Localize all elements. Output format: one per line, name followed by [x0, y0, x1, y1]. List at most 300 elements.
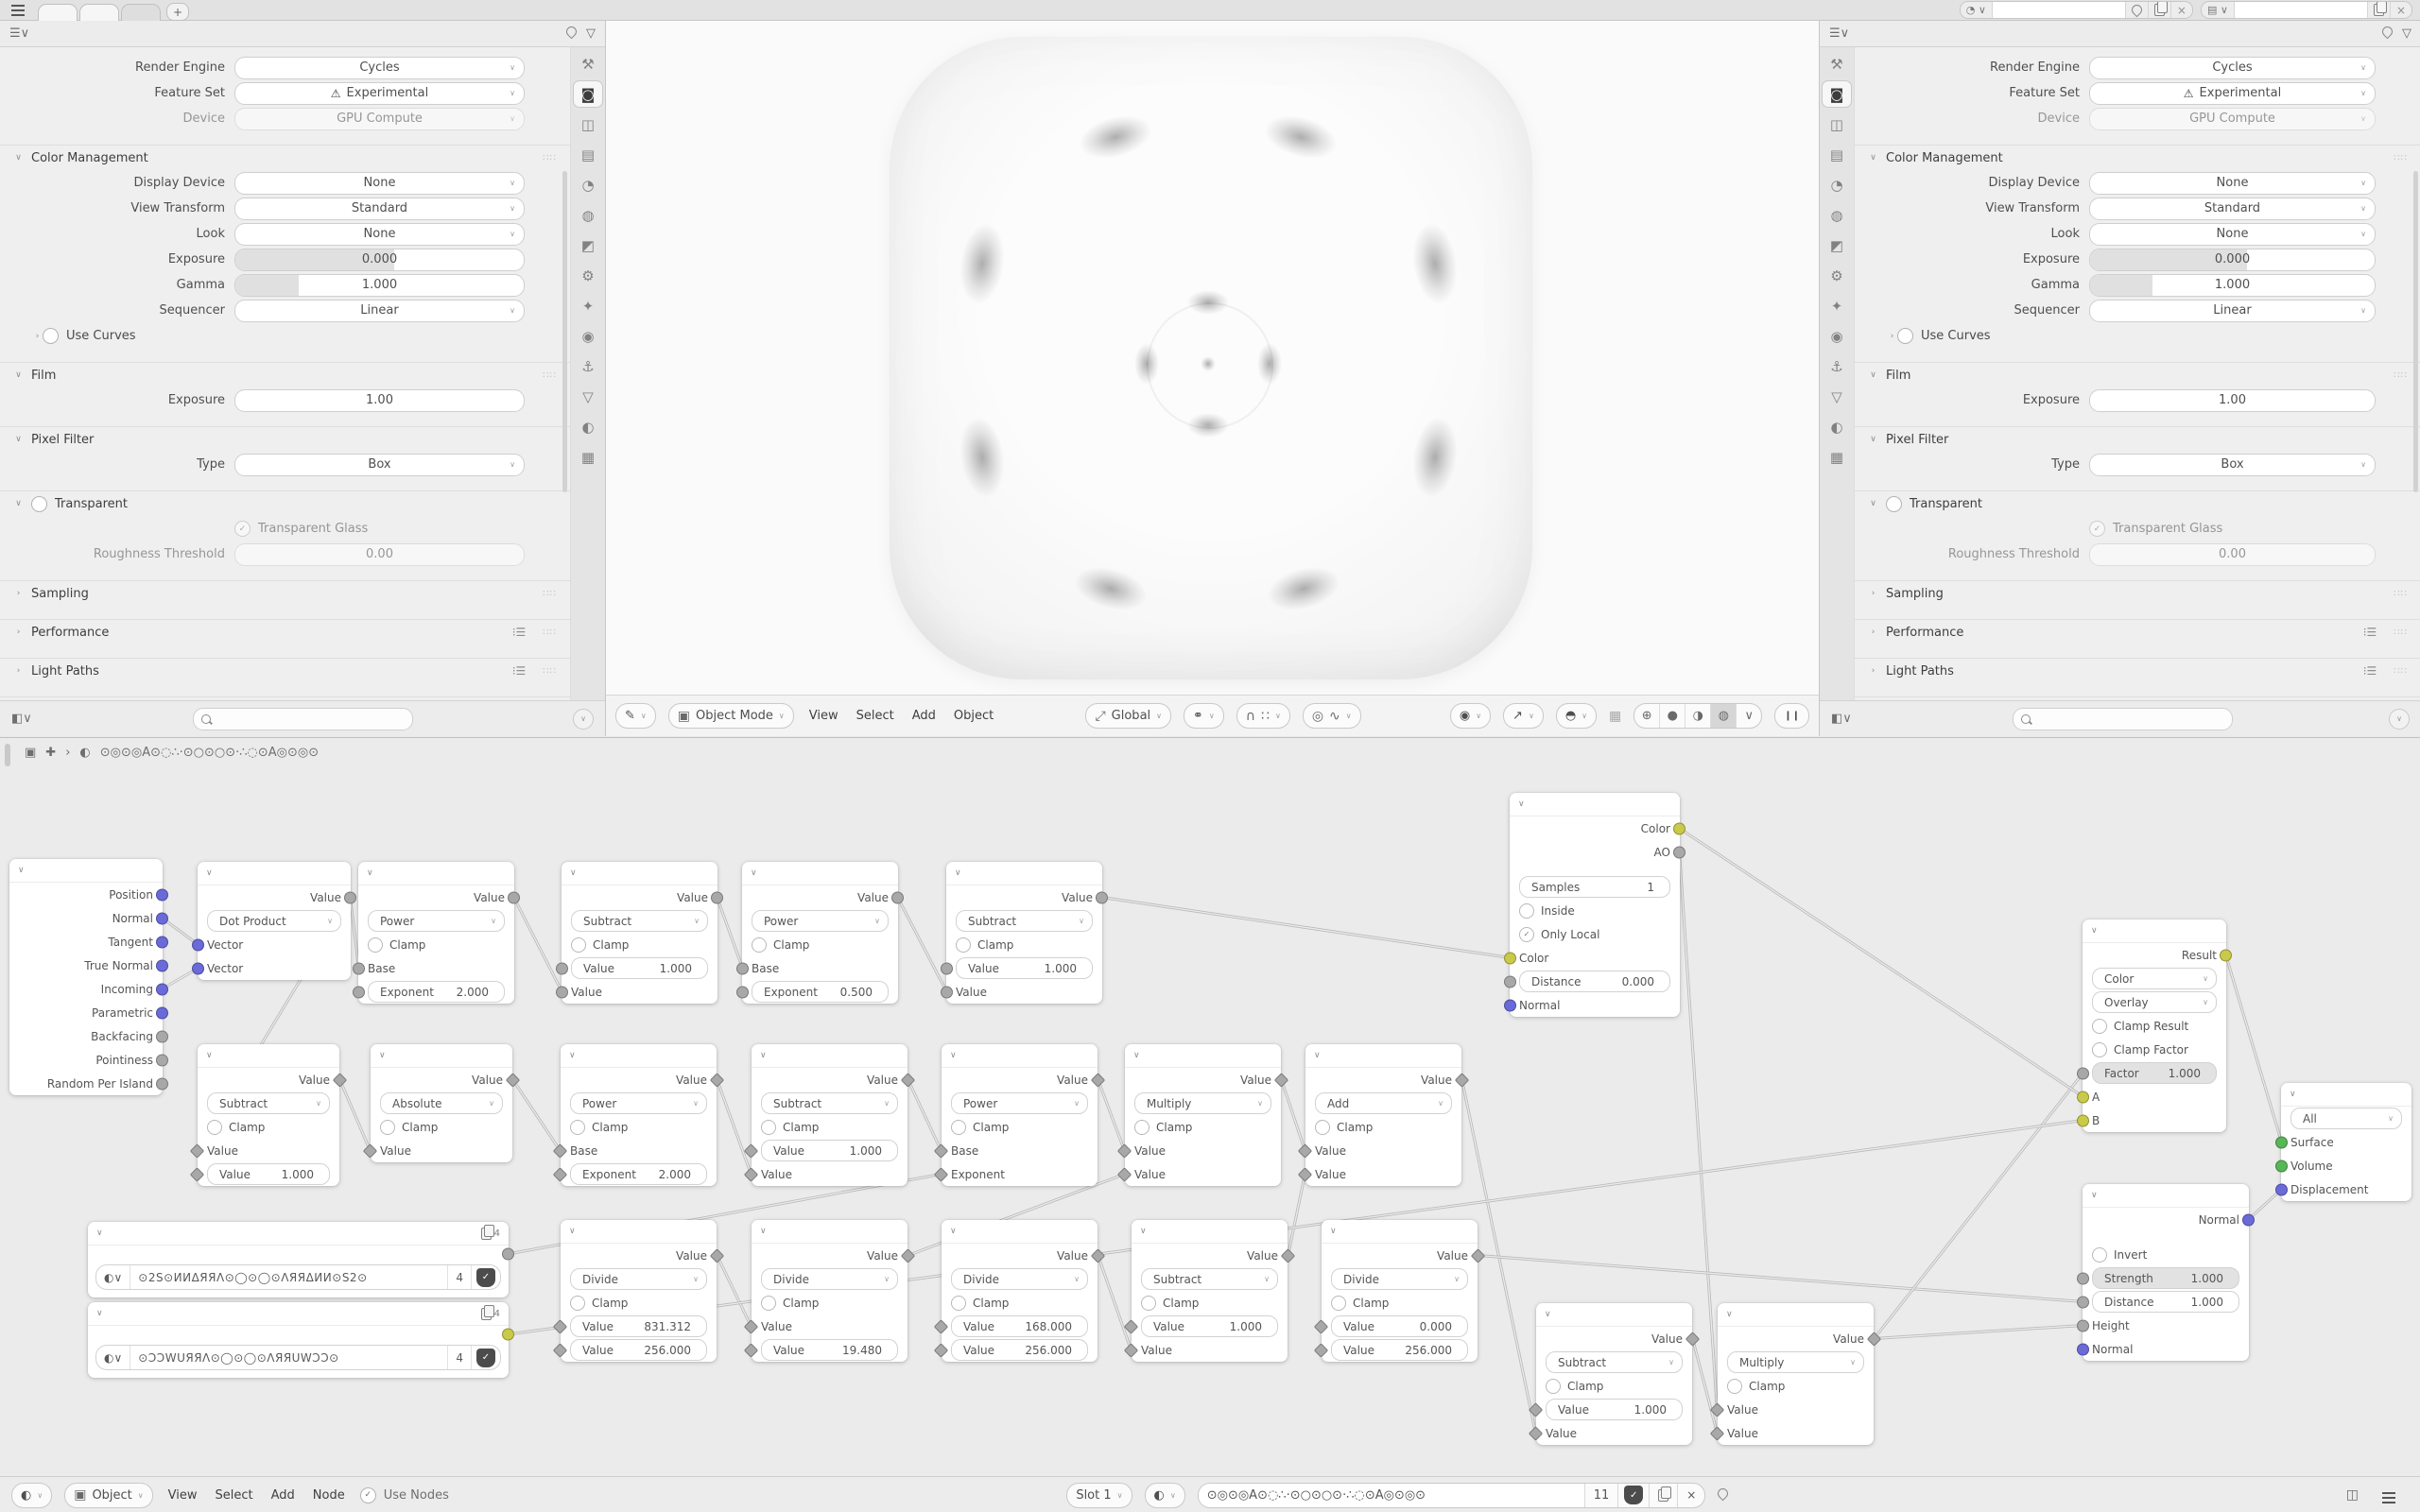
node-header[interactable]	[198, 1044, 339, 1068]
menu-node[interactable]: Node	[312, 1487, 345, 1503]
output-socket-value[interactable]	[901, 1248, 916, 1263]
section-header-transparent[interactable]	[1855, 490, 2420, 516]
checkbox-clamp[interactable]	[761, 1120, 776, 1135]
fake-user-shield-button[interactable]	[1618, 1484, 1650, 1507]
output-socket-pointiness[interactable]	[156, 1054, 168, 1066]
input-socket-value[interactable]	[1710, 1426, 1725, 1441]
value-field-samples[interactable]	[1519, 876, 1670, 898]
properties-tab-modifiers[interactable]: ⚙	[1830, 266, 1843, 284]
node-header[interactable]	[1536, 1303, 1692, 1327]
value-field-value[interactable]	[570, 1339, 707, 1361]
checkbox-clamp[interactable]	[1134, 1120, 1150, 1135]
material-pin-button[interactable]	[1718, 1488, 1728, 1503]
properties-tab-object[interactable]: ◩	[580, 236, 596, 254]
overlays-dropdown[interactable]: ◓ ∨	[1556, 703, 1597, 729]
input-socket-value[interactable]	[1314, 1343, 1329, 1358]
checkbox-clamp[interactable]	[956, 937, 971, 953]
value-field-distance[interactable]	[2092, 1291, 2239, 1313]
operation-dropdown[interactable]	[570, 1268, 707, 1290]
dropdown-sequencer[interactable]	[2089, 300, 2376, 322]
input-socket-distance[interactable]	[2077, 1296, 2089, 1308]
output-socket-value[interactable]	[1096, 891, 1108, 903]
section-header-film[interactable]	[1855, 362, 2420, 387]
value-field-value[interactable]	[1546, 1399, 1683, 1420]
checkbox-clamp[interactable]	[951, 1120, 966, 1135]
checkbox-clamp[interactable]	[207, 1120, 222, 1135]
node-header[interactable]	[1510, 793, 1680, 816]
operation-dropdown[interactable]	[761, 1092, 898, 1114]
active-tool-button[interactable]: ✎ ∨	[615, 703, 656, 729]
input-socket-value[interactable]	[553, 1343, 568, 1358]
input-socket-value[interactable]	[1529, 1402, 1544, 1418]
output-socket-ao[interactable]	[1673, 846, 1685, 858]
view-layer-icon[interactable]: ▤ ∨	[2202, 2, 2235, 18]
pause-render-button[interactable]: ❙❙	[1774, 703, 1809, 729]
node-header[interactable]	[1132, 1220, 1288, 1244]
value-field-exponent[interactable]	[570, 1163, 707, 1185]
operation-dropdown[interactable]	[761, 1268, 898, 1290]
display-filter-button[interactable]: ◧∨	[11, 712, 32, 726]
display-filter-button[interactable]: ◧∨	[1831, 712, 1852, 726]
output-socket-value[interactable]	[1867, 1332, 1882, 1347]
operation-dropdown[interactable]	[207, 1092, 330, 1114]
gizmos-dropdown[interactable]: ↗ ∨	[1503, 703, 1544, 729]
input-socket-value[interactable]	[941, 986, 953, 998]
value-field-distance[interactable]	[1519, 971, 1670, 992]
checkbox-transparent-glass[interactable]: ✓	[234, 521, 251, 537]
output-socket-parametric[interactable]	[156, 1006, 168, 1019]
checkbox-only-local[interactable]: ✓	[1519, 927, 1534, 942]
menu-object[interactable]: Object	[953, 709, 994, 723]
dropdown-feature-set[interactable]	[2089, 82, 2376, 105]
properties-editor-type-icon[interactable]: ☰∨	[9, 26, 30, 41]
input-socket-volume[interactable]	[2275, 1160, 2288, 1172]
operation-dropdown[interactable]	[1546, 1351, 1683, 1373]
properties-tab-material[interactable]: ◐	[581, 418, 595, 436]
field-roughness-threshold[interactable]	[2089, 543, 2376, 566]
checkbox-use-curves[interactable]	[1897, 328, 1913, 344]
operation-dropdown[interactable]	[2290, 1108, 2402, 1129]
value-field-value[interactable]	[761, 1140, 898, 1161]
properties-tab-particles[interactable]: ✦	[581, 297, 595, 315]
value-field-value[interactable]	[1331, 1315, 1468, 1337]
dropdown-sequencer[interactable]	[234, 300, 525, 322]
input-socket-b[interactable]	[2077, 1114, 2089, 1126]
input-socket-exponent[interactable]	[353, 986, 365, 998]
input-socket-value[interactable]	[1298, 1143, 1313, 1159]
input-socket-vector[interactable]	[192, 938, 204, 951]
input-socket-value[interactable]	[744, 1343, 759, 1358]
properties-tab-tool[interactable]: ⚒	[1830, 55, 1843, 73]
node-header[interactable]	[88, 1302, 509, 1326]
value-field-exponent[interactable]	[752, 981, 889, 1003]
value-field-value[interactable]	[956, 957, 1093, 979]
output-socket-value[interactable]	[508, 891, 520, 903]
properties-pin-button[interactable]	[566, 26, 577, 41]
footer-options-button[interactable]: ∨	[573, 709, 594, 730]
expand-caret-icon[interactable]: ›	[1890, 331, 1894, 341]
section-header-pixel-filter[interactable]	[1855, 426, 2420, 452]
input-socket-color[interactable]	[1504, 952, 1516, 964]
shading-wireframe-button[interactable]: ⊕	[1634, 704, 1660, 728]
input-socket-a[interactable]	[2077, 1091, 2089, 1103]
checkbox-invert[interactable]	[2092, 1247, 2107, 1263]
node-header[interactable]	[1305, 1044, 1461, 1068]
input-socket-value[interactable]	[1117, 1167, 1132, 1182]
properties-tab-constraints[interactable]: ⚓	[581, 357, 595, 375]
node-header[interactable]	[942, 1044, 1098, 1068]
input-socket-value[interactable]	[744, 1167, 759, 1182]
value-field-strength[interactable]	[2092, 1267, 2239, 1289]
section-header-film[interactable]	[0, 362, 570, 387]
checkbox-use-curves[interactable]	[43, 328, 59, 344]
checkbox-inside[interactable]	[1519, 903, 1534, 919]
output-socket-tangent[interactable]	[156, 936, 168, 948]
section-header-sampling[interactable]	[0, 580, 570, 606]
snapping-dropdown[interactable]	[1236, 703, 1290, 729]
mode-dropdown[interactable]	[668, 703, 794, 729]
checkbox-clamp[interactable]	[761, 1296, 776, 1311]
properties-tab-render[interactable]: ◙	[1823, 81, 1851, 107]
operation-dropdown[interactable]	[1134, 1092, 1271, 1114]
properties-tab-object-data[interactable]: ▽	[1831, 387, 1842, 405]
operation-dropdown[interactable]	[951, 1268, 1088, 1290]
operation-dropdown[interactable]	[2092, 968, 2217, 989]
input-socket-value[interactable]	[556, 986, 568, 998]
input-socket-base[interactable]	[353, 962, 365, 974]
output-socket-value[interactable]	[901, 1073, 916, 1088]
operation-dropdown[interactable]	[1141, 1268, 1278, 1290]
output-socket-value[interactable]	[1471, 1248, 1486, 1263]
output-socket-value[interactable]	[1281, 1248, 1296, 1263]
properties-filter-icon[interactable]: ▽	[2402, 26, 2411, 41]
input-socket-base[interactable]	[736, 962, 749, 974]
image-users-count[interactable]: 4	[448, 1346, 472, 1369]
checkbox-clamp[interactable]	[1727, 1379, 1742, 1394]
input-socket-value[interactable]	[190, 1143, 205, 1159]
checkbox-clamp[interactable]	[368, 937, 383, 953]
node-header[interactable]	[561, 1044, 717, 1068]
properties-tab-output[interactable]: ◫	[580, 115, 596, 133]
input-socket-value[interactable]	[1710, 1402, 1725, 1418]
properties-tab-object[interactable]: ◩	[1829, 236, 1844, 254]
value-field-value[interactable]	[951, 1315, 1088, 1337]
section-header-transparent[interactable]	[0, 490, 570, 516]
dropdown-type[interactable]	[234, 454, 525, 476]
workspace-tab-1[interactable]	[38, 4, 78, 21]
output-socket-value[interactable]	[1091, 1248, 1106, 1263]
app-menu-icon[interactable]	[11, 9, 25, 11]
menu-select[interactable]: Select	[215, 1487, 253, 1503]
input-socket-value[interactable]	[553, 1319, 568, 1334]
properties-tab-world[interactable]: ◍	[1830, 206, 1843, 224]
output-socket-color[interactable]	[502, 1329, 514, 1341]
checkbox-clamp[interactable]	[951, 1296, 966, 1311]
properties-editor-type-icon[interactable]: ☰∨	[1829, 26, 1850, 41]
operation-dropdown[interactable]	[1727, 1351, 1864, 1373]
value-field-factor[interactable]	[2092, 1062, 2217, 1084]
menu-select[interactable]: Select	[856, 709, 894, 723]
shading-rendered-button[interactable]: ◍	[1711, 704, 1737, 728]
section-header-light-paths[interactable]	[0, 658, 570, 683]
checkbox-clamp[interactable]	[1315, 1120, 1330, 1135]
checkbox-clamp[interactable]	[571, 937, 586, 953]
input-socket-normal[interactable]	[2077, 1343, 2089, 1355]
input-socket-exponent[interactable]	[736, 986, 749, 998]
output-socket-result[interactable]	[2220, 949, 2232, 961]
operation-dropdown[interactable]	[956, 910, 1093, 932]
node-header[interactable]	[371, 1044, 512, 1068]
value-field-value[interactable]	[571, 957, 708, 979]
scene-icon[interactable]: ◔ ∨	[1961, 2, 1993, 18]
properties-tab-material[interactable]: ◐	[1830, 418, 1843, 436]
material-copy-button[interactable]	[1650, 1484, 1678, 1507]
dropdown-feature-set[interactable]	[234, 82, 525, 105]
operation-dropdown[interactable]	[571, 910, 708, 932]
editor-menu-button[interactable]	[2371, 1488, 2409, 1503]
fake-user-shield-button[interactable]	[472, 1346, 500, 1369]
operation-dropdown[interactable]	[2092, 991, 2217, 1013]
properties-tab-constraints[interactable]: ⚓	[1830, 357, 1843, 375]
material-unlink-button[interactable]: ×	[1686, 1488, 1697, 1502]
operation-dropdown[interactable]	[1315, 1092, 1452, 1114]
material-users-count[interactable]: 11	[1585, 1484, 1619, 1507]
section-header-color-management[interactable]	[0, 145, 570, 170]
output-socket-normal[interactable]	[156, 912, 168, 924]
checkbox-clamp[interactable]	[570, 1296, 585, 1311]
menu-view[interactable]: View	[167, 1487, 198, 1503]
dropdown-render-engine[interactable]	[234, 57, 525, 79]
output-socket-value[interactable]	[891, 891, 904, 903]
xray-toggle[interactable]: ▦	[1609, 708, 1622, 724]
output-socket-backfacing[interactable]	[156, 1030, 168, 1042]
properties-search-input[interactable]	[2013, 708, 2233, 730]
output-socket-value[interactable]	[711, 891, 723, 903]
output-socket-value[interactable]	[710, 1073, 725, 1088]
input-socket-value[interactable]	[934, 1343, 949, 1358]
scene-name-field[interactable]	[1993, 2, 2126, 18]
input-socket-surface[interactable]	[2275, 1136, 2288, 1148]
fake-user-shield-button[interactable]	[472, 1265, 500, 1289]
properties-scrollbar[interactable]	[562, 171, 567, 492]
properties-search-input[interactable]	[193, 708, 413, 730]
image-name-field[interactable]: ⊙2S⊙ИИΔЯЯΛ⊙◯⊙◯⊙ΛЯЯΔИИ⊙S2⊙	[130, 1265, 448, 1289]
properties-pin-button[interactable]	[2382, 26, 2393, 41]
checkbox-clamp[interactable]	[1141, 1296, 1156, 1311]
properties-tab-modifiers[interactable]: ⚙	[581, 266, 595, 284]
checkbox-clamp[interactable]	[752, 937, 767, 953]
node-header[interactable]	[942, 1220, 1098, 1244]
node-header[interactable]	[752, 1220, 908, 1244]
field-exposure[interactable]	[2089, 249, 2376, 271]
node-header[interactable]	[1718, 1303, 1874, 1327]
properties-tab-particles[interactable]: ✦	[1830, 297, 1843, 315]
material-slot-dropdown[interactable]	[1066, 1483, 1132, 1508]
node-header[interactable]	[2083, 1184, 2249, 1208]
node-header[interactable]	[561, 1220, 717, 1244]
dropdown-render-engine[interactable]	[2089, 57, 2376, 79]
dropdown-type[interactable]	[2089, 454, 2376, 476]
value-field-value[interactable]	[1141, 1315, 1278, 1337]
dropdown-view-transform[interactable]	[2089, 198, 2376, 220]
dropdown-look[interactable]	[234, 223, 525, 246]
operation-dropdown[interactable]	[951, 1092, 1088, 1114]
checkbox-clamp[interactable]	[1331, 1296, 1346, 1311]
node-header[interactable]	[742, 862, 898, 885]
expand-caret-icon[interactable]: ›	[35, 331, 40, 341]
output-socket-value[interactable]	[344, 891, 356, 903]
image-users-count[interactable]: 4	[448, 1265, 472, 1289]
value-field-value[interactable]	[761, 1339, 898, 1361]
image-browse-dropdown[interactable]: ◐ ∨	[96, 1346, 130, 1369]
node-header[interactable]	[2083, 919, 2226, 943]
field-gamma[interactable]	[234, 274, 525, 297]
output-socket-normal[interactable]	[2242, 1213, 2255, 1226]
properties-tab-render[interactable]: ◙	[574, 81, 602, 107]
image-browse-dropdown[interactable]: ◐ ∨	[96, 1265, 130, 1289]
workspace-tab-3[interactable]	[121, 4, 161, 21]
properties-tab-texture[interactable]: ▦	[1829, 448, 1844, 466]
checkbox-clamp[interactable]	[1546, 1379, 1561, 1394]
operation-dropdown[interactable]	[570, 1092, 707, 1114]
properties-tab-world[interactable]: ◍	[581, 206, 595, 224]
output-socket-position[interactable]	[156, 888, 168, 901]
output-socket-value[interactable]	[1455, 1073, 1470, 1088]
properties-tab-scene[interactable]: ◔	[581, 176, 595, 194]
node-header[interactable]	[198, 862, 351, 885]
section-header-light-paths[interactable]	[1855, 658, 2420, 683]
scene-unlink-button[interactable]: ×	[2171, 2, 2192, 18]
input-socket-strength[interactable]	[2077, 1272, 2089, 1284]
input-socket-value[interactable]	[1314, 1319, 1329, 1334]
shading-solid-button[interactable]: ●	[1660, 704, 1685, 728]
operation-dropdown[interactable]	[368, 910, 505, 932]
operation-dropdown[interactable]	[752, 910, 889, 932]
input-socket-factor[interactable]	[2077, 1067, 2089, 1079]
output-socket-value[interactable]	[1685, 1332, 1701, 1347]
material-name-field[interactable]: ⊙◎⊙◎A⊙◌∴·⊙○⊙○⊙·∴◌⊙A◎⊙◎⊙	[1199, 1484, 1585, 1507]
field-exposure[interactable]	[2089, 389, 2376, 412]
input-socket-value[interactable]	[934, 1319, 949, 1334]
scene-pin-button[interactable]	[2126, 2, 2149, 18]
properties-tab-view-layer[interactable]: ▤	[580, 146, 596, 163]
field-gamma[interactable]	[2089, 274, 2376, 297]
view-layer-remove-button[interactable]: ×	[2391, 2, 2411, 18]
node-header[interactable]	[88, 1222, 509, 1246]
input-socket-value[interactable]	[744, 1143, 759, 1159]
node-header[interactable]	[752, 1044, 908, 1068]
section-checkbox[interactable]	[31, 496, 47, 512]
dropdown-device[interactable]	[2089, 108, 2376, 130]
input-socket-displacement[interactable]	[2275, 1183, 2288, 1195]
section-header-performance[interactable]	[1855, 619, 2420, 644]
output-socket-value[interactable]	[710, 1248, 725, 1263]
input-socket-exponent[interactable]	[553, 1167, 568, 1182]
field-exposure[interactable]	[234, 249, 525, 271]
input-socket-value[interactable]	[1117, 1143, 1132, 1159]
node-editor-scrollbar[interactable]	[5, 744, 10, 766]
value-field-exponent[interactable]	[368, 981, 505, 1003]
shading-options-chevron[interactable]: ∨	[1744, 709, 1754, 723]
node-header[interactable]	[946, 862, 1102, 885]
properties-tab-view-layer[interactable]: ▤	[1829, 146, 1844, 163]
editor-type-dropdown[interactable]: ◐ ∨	[11, 1483, 52, 1508]
operation-dropdown[interactable]	[207, 910, 341, 932]
section-checkbox[interactable]	[1886, 496, 1902, 512]
properties-tab-object-data[interactable]: ▽	[582, 387, 594, 405]
workspace-tab-2[interactable]	[79, 4, 119, 21]
dropdown-display-device[interactable]	[234, 172, 525, 195]
input-socket-base[interactable]	[934, 1143, 949, 1159]
checkbox-transparent-glass[interactable]: ✓	[2089, 521, 2105, 537]
output-socket-value[interactable]	[1274, 1073, 1289, 1088]
output-socket-true-normal[interactable]	[156, 959, 168, 971]
section-header-sampling[interactable]	[1855, 580, 2420, 606]
material-browse-dropdown[interactable]: ◐ ∨	[1145, 1483, 1185, 1508]
output-socket-color[interactable]	[1673, 822, 1685, 834]
input-socket-height[interactable]	[2077, 1319, 2089, 1332]
snap-target-button[interactable]: ⚭ ∨	[1184, 703, 1224, 729]
dropdown-device[interactable]	[234, 108, 525, 130]
section-header-performance[interactable]	[0, 619, 570, 644]
value-field-value[interactable]	[1331, 1339, 1468, 1361]
properties-tab-physics[interactable]: ◉	[1830, 327, 1843, 345]
footer-options-button[interactable]: ∨	[2389, 709, 2410, 730]
properties-tab-tool[interactable]: ⚒	[581, 55, 595, 73]
properties-tab-scene[interactable]: ◔	[1830, 176, 1843, 194]
input-socket-distance[interactable]	[1504, 975, 1516, 988]
input-socket-base[interactable]	[553, 1143, 568, 1159]
checkbox-clamp[interactable]	[380, 1120, 395, 1135]
input-socket-value[interactable]	[1298, 1167, 1313, 1182]
node-header[interactable]	[1322, 1220, 1478, 1244]
input-socket-value[interactable]	[190, 1167, 205, 1182]
section-header-color-management[interactable]	[1855, 145, 2420, 170]
dropdown-look[interactable]	[2089, 223, 2376, 246]
scene-copy-button[interactable]	[2149, 2, 2171, 18]
menu-add[interactable]: Add	[911, 709, 936, 723]
section-header-pixel-filter[interactable]	[0, 426, 570, 452]
node-header[interactable]	[562, 862, 717, 885]
value-field-value[interactable]	[570, 1315, 707, 1337]
proportional-editing-dropdown[interactable]	[1303, 703, 1361, 729]
input-socket-value[interactable]	[363, 1143, 378, 1159]
input-socket-value[interactable]	[556, 962, 568, 974]
input-socket-value[interactable]	[744, 1319, 759, 1334]
node-header[interactable]	[358, 862, 514, 885]
view-layer-copy-button[interactable]	[2368, 2, 2391, 18]
input-socket-value[interactable]	[941, 962, 953, 974]
shader-scope-dropdown[interactable]	[64, 1483, 152, 1508]
properties-tab-output[interactable]: ◫	[1829, 115, 1844, 133]
properties-filter-icon[interactable]: ▽	[586, 26, 596, 41]
input-socket-vector[interactable]	[192, 962, 204, 974]
properties-scrollbar[interactable]	[2413, 171, 2418, 492]
output-socket-incoming[interactable]	[156, 983, 168, 995]
checkbox-clamp-result[interactable]	[2092, 1019, 2107, 1034]
field-roughness-threshold[interactable]	[234, 543, 525, 566]
menu-view[interactable]: View	[808, 709, 838, 723]
input-socket-exponent[interactable]	[934, 1167, 949, 1182]
output-socket-value[interactable]	[1091, 1073, 1106, 1088]
output-socket-color[interactable]	[502, 1248, 514, 1261]
view-layer-name-field[interactable]	[2235, 2, 2368, 18]
dropdown-view-transform[interactable]	[234, 198, 525, 220]
node-header[interactable]	[9, 859, 163, 883]
checkbox-clamp-factor[interactable]	[2092, 1042, 2107, 1057]
input-socket-value[interactable]	[1124, 1343, 1139, 1358]
input-socket-value[interactable]	[1529, 1426, 1544, 1441]
